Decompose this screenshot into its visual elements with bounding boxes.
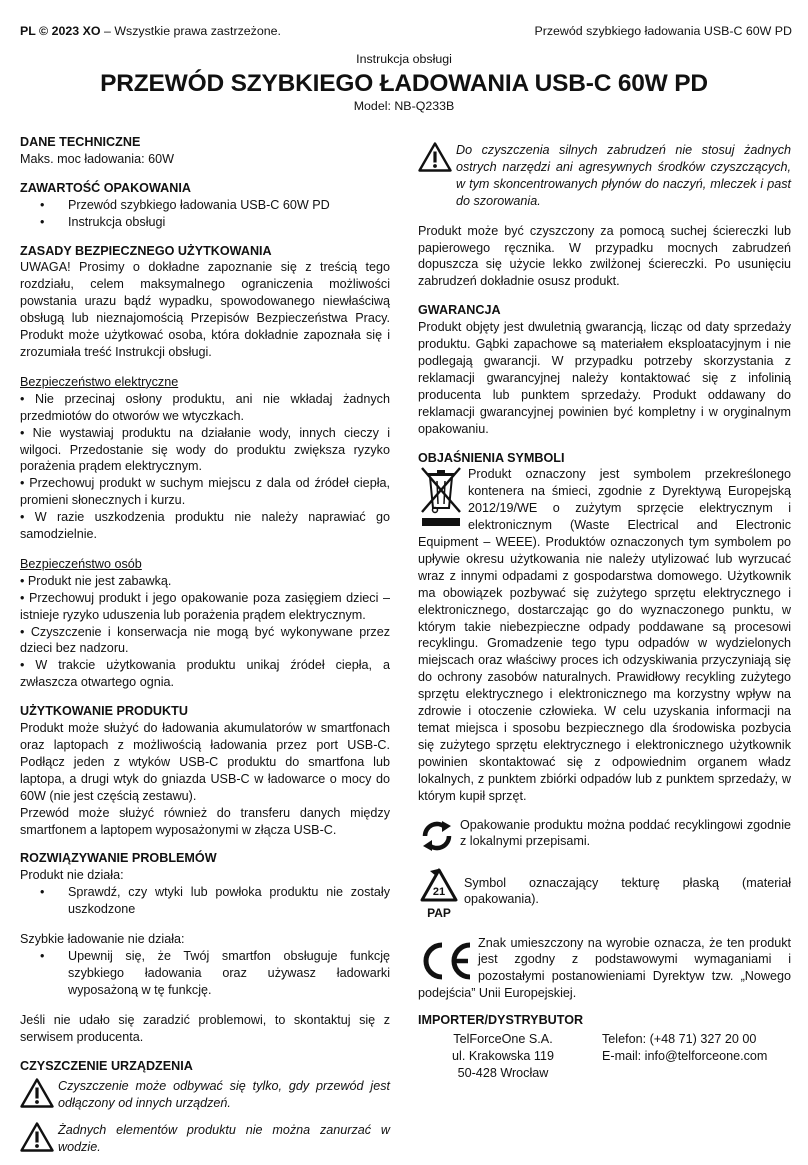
cleaning-warning-1	[20, 1078, 390, 1112]
doc-title: PRZEWÓD SZYBKIEGO ŁADOWANIA USB-C 60W PD	[100, 70, 708, 97]
list-item: • Nie wystawiaj produktu na działanie wody, innych cieczy i wilgoci. Przedostanie się wody do produktu zwiększa ryzyko porażenia prądem elektrycznym.	[20, 425, 390, 474]
importer-details	[418, 1031, 791, 1082]
warning-icon	[418, 142, 452, 172]
recycle-block	[418, 817, 791, 855]
importer-email: E-mail: info@telforceone.com	[602, 1048, 768, 1063]
electrical-list	[20, 391, 390, 543]
recycle-paragraph: Opakowanie produktu można poddać recyklingowi zgodnie z lokalnymi przepisami.	[460, 817, 791, 849]
tech-line: Maks. moc ładowania: 60W	[20, 151, 174, 166]
usage-paragraph-2: Przewód może służyć również do transferu danych między smartfonem a laptopem wyposażonymi w złącza USB-C.	[20, 805, 390, 837]
page-header	[20, 24, 792, 38]
warning-icon	[20, 1078, 54, 1108]
trouble-list-1	[20, 884, 390, 918]
warranty-paragraph: Produkt objęty jest dwuletnią gwarancją, licząc od daty sprzedaży produktu. Gąbki zapachowe są materiałem eksploatacyjnym i nie podlegają gwarancji. W przypadku potrzeby skorzystania z reklamacji gwarancyjnej należy kontaktować się z infolinią producenta lub punktem sprzedaży. Produkt oddawany do reklamacji gwarancyjnej powinien być kompletny i w oryginalnym opakowaniu.	[418, 320, 791, 436]
tech-heading: DANE TECHNICZNE	[20, 135, 141, 149]
personal-list	[20, 573, 390, 691]
safety-paragraph: UWAGA! Prosimy o dokładne zapoznanie się z treścią tego rozdziału, celem maksymalnego ograniczenia możliwości powstania urazu bądź wypadku, spowodowanego niewłaściwą obsługą lub nieznajomością Przepisów Bezpieczeństwa Pracy. Produkt może użytkować osoba, która dokładnie zapoznała się i zrozumiała treść Instrukcji obsługi.	[20, 260, 390, 359]
right-column	[418, 134, 791, 1082]
importer-name: TelForceOne S.A.	[453, 1032, 553, 1047]
copyright-mark: PL © 2023 XO	[20, 24, 101, 38]
ce-paragraph: Znak umieszczony na wyrobie oznacza, że ten produkt jest zgodny z podstawowymi wymaganiami i pozostałymi postanowieniami Dyrektyw tzw. „Nowego podejścia” Unii Europejskiej.	[418, 935, 791, 1001]
importer-street: ul. Krakowska 119	[452, 1048, 554, 1063]
list-item: • Produkt nie jest zabawką.	[20, 573, 172, 588]
left-column	[20, 134, 390, 1156]
cleaning-paragraph: Produkt może być czyszczony za pomocą suchej ściereczki lub papierowego ręcznika. W przypadku mocnych zabrudzeń dopuszcza się użycie lekko zwilżonej ściereczki. Po usunięciu zabrudzeń dokładnie osusz produkt.	[418, 223, 791, 289]
usage-heading: UŻYTKOWANIE PRODUKTU	[20, 704, 188, 719]
cleaning-warning-3	[418, 142, 791, 210]
pack-heading: ZAWARTOŚĆ OPAKOWANIA	[20, 180, 191, 195]
crossed-bin-icon	[418, 466, 464, 528]
trouble-case-1: Produkt nie działa:	[20, 868, 124, 883]
weee-paragraph: Produkt oznaczony jest symbolem przekreślonego kontenera na śmieci, zgodnie z Dyrektywą Europejską 2012/19/WE o zużytym sprzęcie elektrycznym i elektronicznym (Waste Electrical and Electronic Equipment – WEEE). Produktów oznaczonych tym symbolem po upływie okresu użytkowania nie należy utylizować lub wyrzucać wraz z innymi odpadami z gospodarstwa domowego. Użytkownik ma obowiązek pozbywać się zużytego sprzętu elektrycznego i elektronicznego, dostarczając go do wyznaczonego punktu, w którym takie niebezpieczne odpady poddawane są procesowi recyklingu. Gromadzenie tego typu odpadów w wydzielonych miejscach oraz właściwy proces ich odzyskiwania przyczyniają się do ochrony zasobów naturalnych. Prawidłowy recykling zużytego sprzętu elektrycznego i elektronicznego ma korzystny wpływ na zdrowie i otoczenie człowieka. W celu uzyskania informacji na temat miejsca i sposobu bezpiecznego dla środowiska pozbycia się zużytego sprzętu elektrycznego i elektronicznego użytkownik powinien skontaktować się z odpowiednim organem władz lokalnych, z punktem zbiórki odpadów lub z punktem sprzedaży, w którym kupił sprzęt.	[418, 467, 791, 803]
list-item: • Przechowuj produkt w suchym miejscu z dala od źródeł ciepła, promieni słonecznych i kurzu.	[20, 476, 390, 508]
cleaning-warning-text: Do czyszczenia silnych zabrudzeń nie stosuj żadnych ostrych narzędzi ani agresywnych środków czyszczących, w tym skoncentrowanych płynów do naczyń, mleczek i past do szorowania.	[456, 143, 791, 208]
trouble-case-2: Szybkie ładowanie nie działa:	[20, 932, 185, 947]
title-block	[0, 52, 808, 113]
trouble-heading: ROZWIĄZYWANIE PROBLEMÓW	[20, 851, 217, 866]
warranty-heading: GWARANCJA	[418, 303, 501, 318]
header-product-name: Przewód szybkiego ładowania USB-C 60W PD	[534, 24, 792, 38]
weee-block	[418, 466, 791, 804]
list-item: • Przewód szybkiego ładowania USB-C 60W PD	[20, 197, 390, 214]
importer-heading: IMPORTER/DYSTRYBUTOR	[418, 1013, 584, 1028]
ce-mark-icon	[418, 941, 474, 981]
trouble-list-2	[20, 948, 390, 999]
list-item: • Instrukcja obsługi	[20, 214, 390, 231]
pap-recycling-icon	[418, 867, 460, 921]
doc-model: Model: NB-Q233B	[353, 99, 455, 113]
cleaning-heading: CZYSZCZENIE URZĄDZENIA	[20, 1058, 193, 1073]
importer-address	[418, 1031, 588, 1082]
pack-list	[20, 197, 390, 231]
recycle-icon	[418, 817, 456, 855]
list-item: • Nie przecinaj osłony produktu, ani nie wkładaj żadnych przedmiotów do otworów we wtyczkach.	[20, 391, 390, 423]
usage-paragraph-1: Produkt może służyć do ładowania akumulatorów w smartfonach oraz laptopach z możliwością ładowania przez port USB-C. Podłącz jeden z wtyków USB-C produktu do smartfona lub laptopa, a drugi wtyk do gniazda USB-C w ładowarce o mocy do 60W (nie jest częścią zestawu).	[20, 721, 390, 803]
list-item: • Czyszczenie i konserwacja nie mogą być wykonywane przez dzieci bez nadzoru.	[20, 624, 390, 656]
cleaning-warning-text: Żadnych elementów produktu nie można zanurzać w wodzie.	[58, 1123, 390, 1155]
copyright	[20, 24, 281, 38]
cleaning-warning-2	[20, 1122, 390, 1156]
importer-city: 50-428 Wrocław	[457, 1065, 549, 1080]
personal-subheading: Bezpieczeństwo osób	[20, 556, 142, 571]
symbols-heading: OBJAŚNIENIA SYMBOLI	[418, 450, 565, 465]
list-item: • Przechowuj produkt i jego opakowanie poza zasięgiem dzieci – istnieje ryzyko uduszenia lub porażenia prądem elektrycznym.	[20, 590, 390, 622]
pap-block	[418, 867, 791, 921]
list-item: • W razie uszkodzenia produktu nie należy naprawiać go samodzielnie.	[20, 510, 390, 542]
pap-label: PAP	[427, 905, 451, 920]
safety-heading: ZASADY BEZPIECZNEGO UŻYTKOWANIA	[20, 243, 272, 258]
electrical-subheading: Bezpieczeństwo elektryczne	[20, 374, 179, 389]
ce-block	[418, 935, 791, 1003]
list-item: • Sprawdź, czy wtyki lub powłoka produktu nie zostały uszkodzone	[20, 884, 390, 918]
importer-contact	[588, 1031, 767, 1082]
list-item: • W trakcie użytkowania produktu unikaj źródeł ciepła, a zwłaszcza otwartego ognia.	[20, 658, 390, 690]
doc-subtitle: Instrukcja obsługi	[356, 52, 452, 66]
pap-paragraph: Symbol oznaczający tekturę płaską (materiał opakowania).	[464, 875, 791, 907]
cleaning-warning-text: Czyszczenie może odbywać się tylko, gdy przewód jest odłączony od innych urządzeń.	[58, 1079, 390, 1111]
trouble-final: Jeśli nie udało się zaradzić problemowi, to skontaktuj się z serwisem producenta.	[20, 1012, 390, 1044]
list-item: • Upewnij się, że Twój smartfon obsługuje funkcję szybkiego ładowania oraz używasz ładowarki wyposażoną w tę funkcję.	[20, 948, 390, 999]
warning-icon	[20, 1122, 54, 1152]
importer-phone: Telefon: (+48 71) 327 20 00	[602, 1032, 757, 1047]
pap-number: 21	[432, 885, 446, 898]
copyright-text: – Wszystkie prawa zastrzeżone.	[100, 24, 281, 38]
